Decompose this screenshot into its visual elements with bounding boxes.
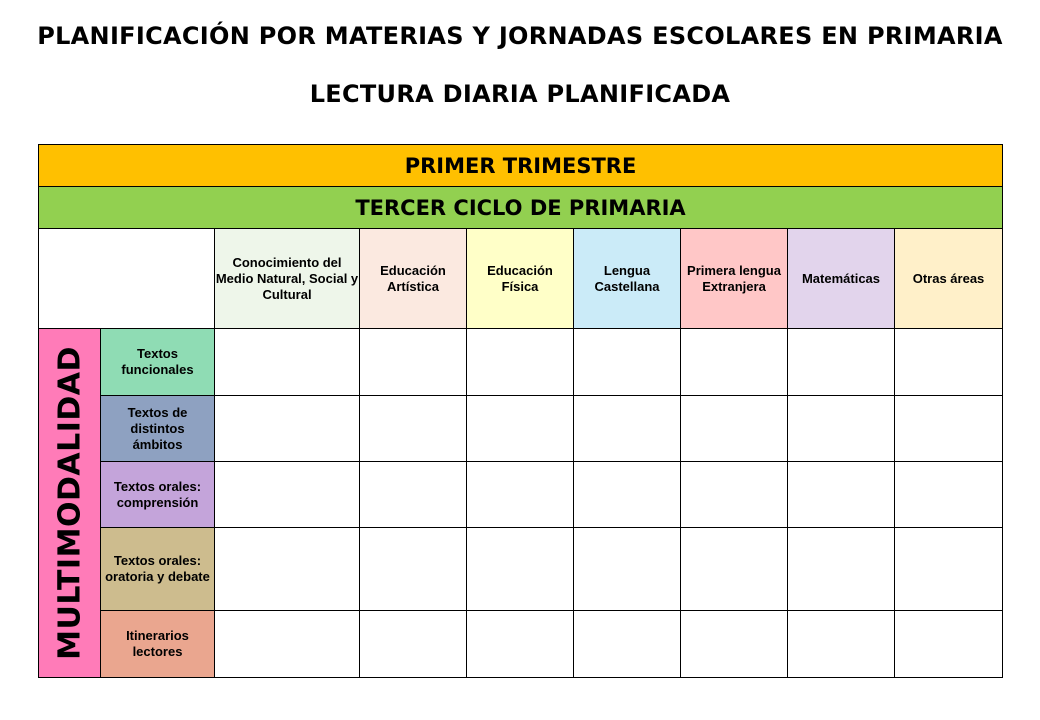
plan-cell[interactable] — [681, 329, 788, 396]
subject-header — [574, 229, 681, 329]
plan-cell[interactable] — [215, 329, 360, 396]
plan-cell[interactable] — [895, 462, 1003, 528]
plan-cell[interactable] — [681, 528, 788, 611]
subject-header — [467, 229, 574, 329]
row-label: Textos funcionales — [101, 329, 215, 396]
subject-label: Lengua Castellana — [594, 262, 660, 294]
row-label: Textos orales: comprensión — [101, 462, 215, 528]
plan-cell[interactable] — [360, 396, 467, 462]
plan-cell[interactable] — [215, 528, 360, 611]
row-label: Itinerarios lectores — [101, 611, 215, 678]
subject-header — [215, 229, 360, 329]
plan-cell[interactable] — [788, 462, 895, 528]
plan-cell[interactable] — [467, 528, 574, 611]
plan-cell[interactable] — [360, 462, 467, 528]
subject-label: Matemáticas — [801, 270, 881, 286]
page-subtitle: LECTURA DIARIA PLANIFICADA — [309, 80, 731, 108]
row-label: Textos orales: oratoria y debate — [101, 528, 215, 611]
plan-cell[interactable] — [681, 396, 788, 462]
subject-label: Primera lengua Extranjera — [687, 262, 781, 294]
plan-cell[interactable] — [574, 528, 681, 611]
vertical-label: MULTIMODALIDAD — [52, 346, 87, 660]
plan-cell[interactable] — [360, 528, 467, 611]
subject-header — [681, 229, 788, 329]
plan-cell[interactable] — [681, 462, 788, 528]
subject-header — [360, 229, 467, 329]
table-row — [39, 528, 1003, 611]
plan-cell[interactable] — [467, 396, 574, 462]
table-row — [39, 329, 1003, 396]
subject-header-row — [39, 229, 1003, 329]
plan-cell[interactable] — [895, 611, 1003, 678]
plan-cell[interactable] — [360, 329, 467, 396]
subject-label: Otras áreas — [912, 270, 985, 286]
table-row — [39, 462, 1003, 528]
subject-label: Educación Física — [487, 262, 553, 294]
plan-cell[interactable] — [788, 396, 895, 462]
subject-header — [788, 229, 895, 329]
plan-cell[interactable] — [788, 329, 895, 396]
planning-table — [38, 144, 1003, 678]
plan-cell[interactable] — [788, 611, 895, 678]
subject-label: Educación Artística — [380, 262, 446, 294]
trimester-band: PRIMER TRIMESTRE — [39, 145, 1003, 187]
cycle-band: TERCER CICLO DE PRIMARIA — [39, 187, 1003, 229]
plan-cell[interactable] — [895, 528, 1003, 611]
plan-cell[interactable] — [467, 611, 574, 678]
plan-cell[interactable] — [215, 611, 360, 678]
plan-cell[interactable] — [215, 462, 360, 528]
plan-cell[interactable] — [895, 396, 1003, 462]
subject-header — [895, 229, 1003, 329]
plan-cell[interactable] — [574, 329, 681, 396]
plan-cell[interactable] — [895, 329, 1003, 396]
plan-cell[interactable] — [788, 528, 895, 611]
plan-cell[interactable] — [467, 329, 574, 396]
corner-cell — [39, 229, 215, 329]
table-row — [39, 396, 1003, 462]
plan-cell[interactable] — [574, 611, 681, 678]
multimodalidad-band — [39, 329, 101, 678]
plan-cell[interactable] — [467, 462, 574, 528]
plan-cell[interactable] — [360, 611, 467, 678]
plan-cell[interactable] — [215, 396, 360, 462]
table-row — [39, 611, 1003, 678]
plan-cell[interactable] — [681, 611, 788, 678]
page-title: PLANIFICACIÓN POR MATERIAS Y JORNADAS ESCOLARES EN PRIMARIA — [37, 22, 1003, 50]
plan-cell[interactable] — [574, 396, 681, 462]
plan-cell[interactable] — [574, 462, 681, 528]
row-label: Textos de distintos ámbitos — [101, 396, 215, 462]
subject-label: Conocimiento del Medio Natural, Social y Cultural — [215, 254, 359, 302]
